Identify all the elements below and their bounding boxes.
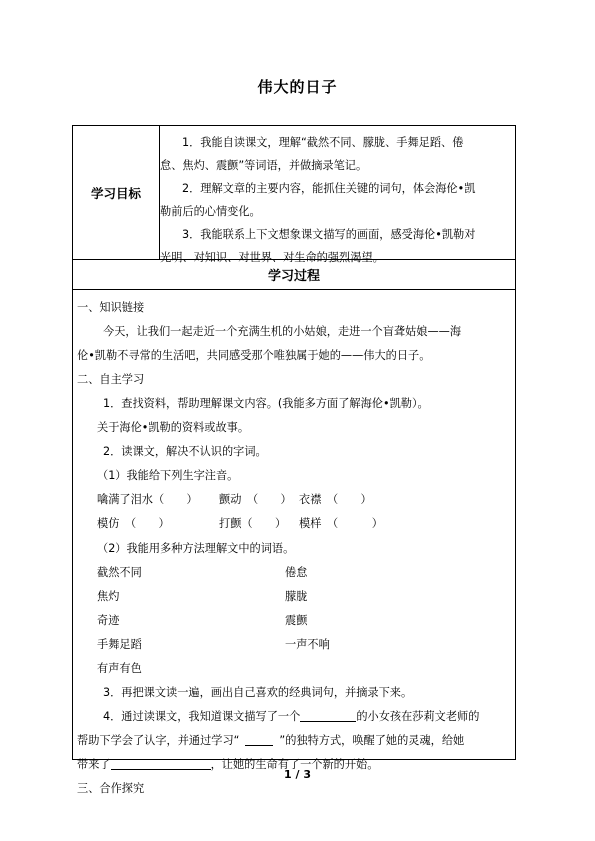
pinyin-entry: 噙满了泪水（ ） xyxy=(97,493,198,506)
vocab-word: 奇迹 xyxy=(97,614,120,627)
fill-in-text: 的小女孩在莎莉文老师的 xyxy=(356,710,480,723)
goal-line: 1．我能自读课文，理解“截然不同、朦胧、手舞足蹈、倦 xyxy=(182,136,464,149)
fill-in-blank[interactable] xyxy=(245,733,273,746)
pinyin-entry: 模仿 （ ） xyxy=(97,517,170,530)
vocab-word: 一声不响 xyxy=(285,638,330,651)
vocab-word: 倦怠 xyxy=(285,566,308,579)
pinyin-entry: 打颤（ ） xyxy=(219,517,287,530)
section-heading: 一、知识链接 xyxy=(77,301,145,314)
paragraph-line: 伦•凯勒不寻常的生活吧，共同感受那个唯独属于她的——伟大的日子。 xyxy=(77,349,431,362)
task-item: 1．查找资料，帮助理解课文内容。(我能多方面了解海伦•凯勒）。 xyxy=(103,397,429,410)
fill-in-text: 帮助下学会了认字，并通过学习“ xyxy=(77,734,240,747)
fill-in-line xyxy=(77,732,464,748)
vocab-word: 朦胧 xyxy=(285,590,308,603)
goal-line: 怠、焦灼、震颤”等词语，并做摘录笔记。 xyxy=(160,159,368,172)
pinyin-entry: 颤动 （ ） xyxy=(219,493,292,506)
page-number: 1 / 3 xyxy=(284,768,311,781)
fill-in-text: ”的独特方式，唤醒了她的灵魂，给她 xyxy=(279,734,465,747)
vocab-word: 焦灼 xyxy=(97,590,120,603)
learning-process-header: 学习过程 xyxy=(73,260,515,290)
section-heading: 二、自主学习 xyxy=(77,373,145,386)
vocab-word: 手舞足蹈 xyxy=(97,638,142,651)
goal-line: 2．理解文章的主要内容，能抓住关键的词句，体会海伦•凯 xyxy=(182,182,476,195)
task-item: 2．读课文，解决不认识的字词。 xyxy=(103,445,267,458)
goal-line: 3．我能联系上下文想象课文描写的画面，感受海伦•凯勒对 xyxy=(182,228,476,241)
paragraph-line: 今天，让我们一起走近一个充满生机的小姑娘，走进一个盲聋姑娘——海 xyxy=(103,325,462,338)
task-item: 3．再把课文读一遍，画出自己喜欢的经典词句，并摘录下来。 xyxy=(103,686,413,699)
learning-goals-label: 学习目标 xyxy=(73,126,160,259)
pinyin-entry: 模样 （ ） xyxy=(299,517,383,530)
vocab-word: 有声有色 xyxy=(97,662,142,675)
task-subitem: （1）我能给下列生字注音。 xyxy=(97,469,239,482)
fill-in-line xyxy=(103,708,479,724)
vocab-word: 震颤 xyxy=(285,614,308,627)
learning-goals-text xyxy=(160,131,508,269)
pinyin-entry: 衣襟 （ ） xyxy=(299,493,372,506)
fill-in-blank[interactable] xyxy=(300,709,356,722)
task-subitem: （2）我能用多种方法理解文中的词语。 xyxy=(97,542,295,555)
page-title: 伟大的日子 xyxy=(257,78,338,96)
goal-line: 光明、对知识、对世界、对生命的强烈渴望。 xyxy=(160,251,384,264)
section-heading: 三、合作探究 xyxy=(77,782,145,795)
fill-in-text: 4．通过读课文，我知道课文描写了一个 xyxy=(103,710,301,723)
task-subitem: 关于海伦•凯勒的资料或故事。 xyxy=(97,421,250,434)
goal-line: 勒前后的心情变化。 xyxy=(160,205,261,218)
fill-in-text: ，让她的生命有了一个新的开始。 xyxy=(210,758,379,771)
learning-goals-row xyxy=(73,126,515,264)
fill-in-text: 带来了 xyxy=(77,758,111,771)
vocab-word: 截然不同 xyxy=(97,566,142,579)
